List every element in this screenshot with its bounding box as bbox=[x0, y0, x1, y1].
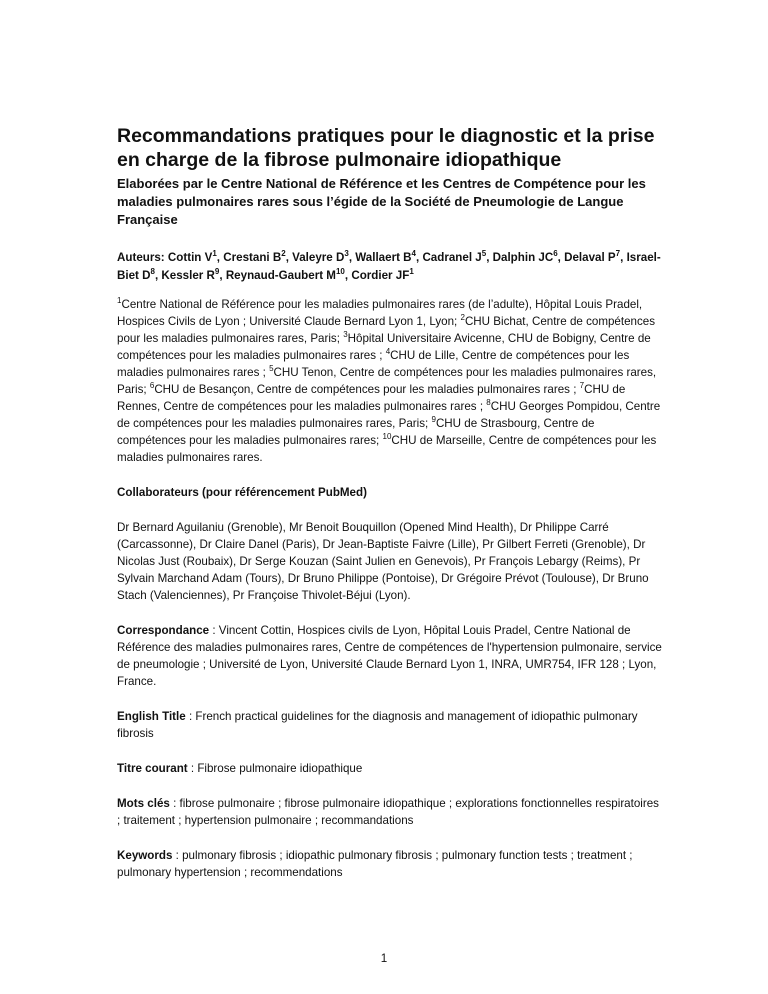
author-name: Cottin V bbox=[167, 251, 213, 264]
page-number: 1 bbox=[380, 952, 388, 965]
author-affiliation-number: 6 bbox=[553, 249, 558, 259]
author-affiliation-number: 7 bbox=[615, 249, 621, 259]
titre-courant-paragraph bbox=[117, 760, 662, 777]
author-affiliation-number: 9 bbox=[214, 267, 220, 277]
affiliation-number: 9 bbox=[431, 415, 436, 425]
keywords-text: : pulmonary fibrosis ; idiopathic pulmonary fibrosis ; pulmonary function tests ; treatment ; pulmonary hypertension ; recommendations bbox=[117, 849, 633, 879]
affiliation-number: 5 bbox=[269, 364, 274, 374]
author-separator: , bbox=[348, 251, 356, 264]
author-separator: , bbox=[415, 251, 423, 264]
author-name: Valeyre D bbox=[292, 251, 345, 264]
author-separator: , bbox=[344, 269, 352, 282]
author-name: Reynaud-Gaubert M bbox=[225, 269, 336, 282]
affiliation-number: 10 bbox=[382, 432, 392, 442]
author-affiliation-number: 2 bbox=[281, 249, 286, 259]
author-items bbox=[117, 251, 661, 282]
affiliation-text: CHU Georges Pompidou, Centre de compétences pour les maladies pulmonaires rares, Paris; bbox=[117, 400, 661, 430]
author-separator: , bbox=[486, 251, 493, 264]
affiliation-text: CHU Tenon, Centre de compétences pour les maladies pulmonaires rares, Paris; bbox=[117, 366, 657, 396]
author-name: Cordier JF bbox=[351, 269, 410, 282]
keywords-label: Keywords bbox=[117, 849, 173, 862]
author-name: Delaval P bbox=[564, 251, 616, 264]
author-name: Dalphin JC bbox=[492, 251, 554, 264]
author-name: Crestani B bbox=[223, 251, 282, 264]
author-affiliation-number: 4 bbox=[411, 249, 416, 259]
english-title-text: : French practical guidelines for the diagnosis and management of idiopathic pulmonary fibrosis bbox=[117, 710, 638, 740]
affiliation-number: 1 bbox=[117, 296, 122, 306]
affiliation-text: Centre National de Référence pour les maladies pulmonaires rares (de l’adulte), Hôpital Louis Pradel, Hospices Civils de Lyon ; Université Claude Bernard Lyon 1, Lyon; bbox=[117, 298, 643, 328]
affiliation-number: 7 bbox=[579, 381, 585, 391]
affiliation-text: CHU de Marseille, Centre de compétences pour les maladies pulmonaires rares. bbox=[117, 434, 657, 464]
author-separator: , bbox=[557, 251, 565, 264]
correspondance-text: : Vincent Cottin, Hospices civils de Lyon, Hôpital Louis Pradel, Centre National de Référence des maladies pulmonaires rares, Centre de compétences de l'hypertension pulmonaire, service de pneumologie ; Université de Lyon, Université Claude Bernard Lyon 1, INRA, UMR754, IFR 128 ; Lyon, France. bbox=[117, 624, 662, 688]
author-affiliation-number: 5 bbox=[481, 249, 487, 259]
correspondance-label: Correspondance bbox=[117, 624, 210, 637]
author-separator: , bbox=[154, 269, 162, 282]
author-affiliation-number: 1 bbox=[409, 267, 414, 277]
mots-cles-text: : fibrose pulmonaire ; fibrose pulmonaire idiopathique ; explorations fonctionnelles respiratoires ; traitement ; hypertension pulmonaire ; recommandations bbox=[117, 797, 659, 827]
author-name: Wallaert B bbox=[355, 251, 412, 264]
affiliations bbox=[117, 296, 662, 466]
author-name: Cadranel J bbox=[422, 251, 482, 264]
author-affiliation-number: 10 bbox=[335, 267, 345, 277]
affiliation-number: 3 bbox=[343, 330, 348, 340]
affiliation-number: 4 bbox=[385, 347, 391, 357]
author-affiliation-number: 1 bbox=[212, 249, 217, 259]
affiliation-text: Hôpital Universitaire Avicenne, CHU de Bobigny, Centre de compétences pour les maladies pulmonaires rares ; bbox=[117, 332, 651, 362]
author-affiliation-number: 3 bbox=[344, 249, 349, 259]
author-separator: , bbox=[620, 251, 627, 264]
mots-cles-paragraph bbox=[117, 795, 662, 829]
affiliation-text: CHU Bichat, Centre de compétences pour les maladies pulmonaires rares, Paris; bbox=[117, 315, 656, 345]
affiliation-number: 8 bbox=[486, 398, 491, 408]
author-affiliation-number: 8 bbox=[150, 267, 155, 277]
mots-cles-label: Mots clés bbox=[117, 797, 170, 810]
affiliation-text: CHU de Besançon, Centre de compétences pour les maladies pulmonaires rares ; bbox=[154, 383, 580, 396]
affiliation-text: CHU de Rennes, Centre de compétences pour les maladies pulmonaires rares ; bbox=[117, 383, 626, 413]
keywords-paragraph bbox=[117, 847, 662, 881]
authors-label: Auteurs: bbox=[117, 251, 168, 264]
english-title-label: English Title bbox=[117, 710, 186, 723]
affiliation-number: 6 bbox=[149, 381, 155, 391]
affiliation-text: CHU de Lille, Centre de compétences pour les maladies pulmonaires rares ; bbox=[117, 349, 630, 379]
affiliation-number: 2 bbox=[460, 313, 465, 323]
english-title-paragraph bbox=[117, 708, 662, 742]
author-name: Kessler R bbox=[161, 269, 215, 282]
author-name: Israel-Biet D bbox=[117, 251, 661, 282]
collaborators-text: Dr Bernard Aguilaniu (Grenoble), Mr Benoit Bouquillon (Opened Mind Health), Dr Philippe Carré (Carcassonne), Dr Claire Danel (Paris), Dr Jean-Baptiste Faivre (Lille), Pr Gilbert Ferreti (Grenoble), Dr Nicolas Just (Roubaix), Dr Serge Kouzan (Saint Julien en Genevois), Pr François Lebargy (Reims), Pr Sylvain Marchand Adam (Tours), Dr Bruno Philippe (Pontoise), Dr Grégoire Prévot (Toulouse), Dr Bruno Stach (Valenciennes), Pr Françoise Thivolet-Béjui (Lyon). bbox=[117, 521, 649, 602]
document-subtitle: Elaborées par le Centre National de Référence et les Centres de Compétence pour les maladies pulmonaires rares sous l’égide de la Société de Pneumologie de Langue Française bbox=[117, 176, 646, 227]
author-list bbox=[117, 249, 662, 285]
titre-courant-text: : Fibrose pulmonaire idiopathique bbox=[187, 762, 363, 775]
collaborators-heading: Collaborateurs (pour référencement PubMed) bbox=[117, 486, 367, 499]
document-title: Recommandations pratiques pour le diagnostic et la prise en charge de la fibrose pulmonaire idiopathique bbox=[117, 125, 655, 171]
affiliation-text: CHU de Strasbourg, Centre de compétences pour les maladies pulmonaires rares; bbox=[117, 417, 595, 447]
titre-courant-label: Titre courant bbox=[117, 762, 188, 775]
document-page bbox=[117, 124, 662, 881]
author-separator: , bbox=[285, 251, 293, 264]
author-separator: , bbox=[216, 251, 224, 264]
author-separator: , bbox=[219, 269, 226, 282]
correspondance-paragraph bbox=[117, 622, 662, 690]
